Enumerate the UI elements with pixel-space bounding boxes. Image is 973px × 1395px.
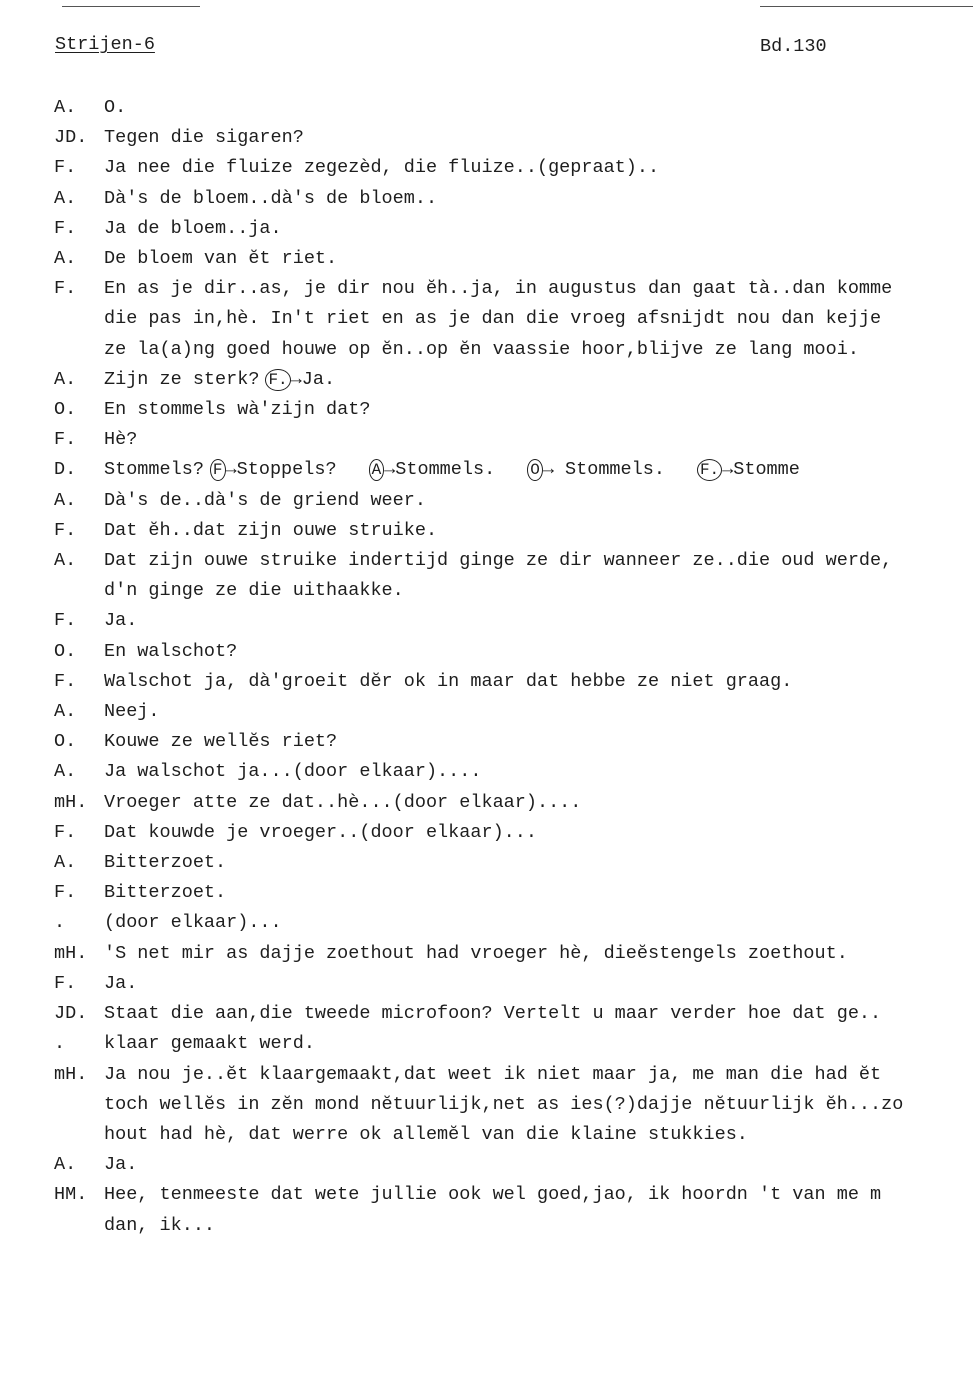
circled-speaker-mark: F. xyxy=(697,459,722,481)
speaker-label: A. xyxy=(54,368,77,390)
utterance-text: De bloem van ĕt riet. xyxy=(104,248,338,270)
utterance-text: d'n ginge ze die uithaakke. xyxy=(104,580,404,602)
document-location-label: Strijen-6 xyxy=(55,34,155,55)
speaker-label: HM. xyxy=(54,1184,88,1206)
speaker-label: F. xyxy=(54,670,77,692)
utterance-text: ze la(a)ng goed houwe op ĕn..op ĕn vaassie hoor,blijve ze lang mooi. xyxy=(104,338,859,360)
utterance-text: die pas in,hè. In't riet en as je dan die vroeg afsnijdt nou dan kejje xyxy=(104,308,882,330)
transcript-line xyxy=(54,93,969,123)
transcript-line xyxy=(54,1029,969,1059)
transcript-line xyxy=(54,908,969,938)
speaker-label xyxy=(54,1120,104,1150)
speaker-label: A. xyxy=(54,187,77,209)
utterance-text: dan, ik... xyxy=(104,1214,216,1236)
utterance-text: Bitterzoet. xyxy=(104,852,227,874)
utterance-text: Dà's de..dà's de griend weer. xyxy=(104,489,426,511)
speaker-label: . xyxy=(54,912,66,934)
transcript-line xyxy=(54,969,969,999)
speaker-label: F. xyxy=(54,157,77,179)
transcript-line xyxy=(54,1180,969,1210)
speaker-label: F. xyxy=(54,519,77,541)
circled-speaker-mark: F. xyxy=(265,369,290,391)
speaker-label: JD. xyxy=(54,1003,88,1025)
transcript-line xyxy=(54,304,969,334)
utterance-text: Ja. xyxy=(104,610,138,632)
utterance-text: Dà's de bloem..dà's de bloem.. xyxy=(104,187,438,209)
circled-speaker-mark: F xyxy=(210,459,226,481)
transcript-line xyxy=(54,1060,969,1090)
transcript-line xyxy=(54,214,969,244)
utterance-text: Dat ĕh..dat zijn ouwe struike. xyxy=(104,519,438,541)
speaker-label: O. xyxy=(54,731,77,753)
utterance-text: Staat die aan,die tweede microfoon? Vertelt u maar verder hoe dat ge.. xyxy=(104,1003,882,1025)
utterance-text: Dat zijn ouwe struike indertijd ginge ze dir wanneer ze..die oud werde, xyxy=(104,550,893,572)
document-page-reference: Bd.130 xyxy=(760,36,827,57)
speaker-label: A. xyxy=(54,550,77,572)
transcript-line xyxy=(54,516,969,546)
transcript-line xyxy=(54,365,969,395)
speaker-label xyxy=(54,304,104,334)
circled-speaker-mark: A xyxy=(369,459,385,481)
utterance-text: 'S net mir as dajje zoethout had vroeger hè, dieĕstengels zoethout. xyxy=(104,942,848,964)
transcript-line xyxy=(54,757,969,787)
transcript-line xyxy=(54,546,969,576)
transcript-line xyxy=(54,153,969,183)
transcript-line xyxy=(54,697,969,727)
top-rule-right xyxy=(760,6,973,7)
utterance-text: O. xyxy=(104,97,127,118)
utterance-text: Tegen die sigaren? xyxy=(104,127,304,149)
speaker-label: F. xyxy=(54,429,77,451)
transcript-line xyxy=(54,606,969,636)
interjection-text: →Stomme xyxy=(722,459,800,481)
transcript-line xyxy=(54,999,969,1029)
utterance-text: Hee, tenmeeste dat wete jullie ook wel goed,jao, ik hoordn 't van me m xyxy=(104,1184,882,1206)
utterance-text: Ja. xyxy=(104,972,138,994)
utterance-text: (door elkaar)... xyxy=(104,912,282,934)
transcript-line xyxy=(54,818,969,848)
utterance-text: Vroeger atte ze dat..hè...(door elkaar).... xyxy=(104,791,582,813)
speaker-label xyxy=(54,335,104,365)
utterance-text: Ja walschot ja...(door elkaar).... xyxy=(104,761,482,783)
utterance-text: toch wellĕs in zĕn mond nĕtuurlijk,net as ies(?)dajje nĕtuurlijk ĕh...zo xyxy=(104,1093,904,1115)
transcript-line xyxy=(54,184,969,214)
transcript-line xyxy=(54,395,969,425)
speaker-label: F. xyxy=(54,972,77,994)
speaker-label: mH. xyxy=(54,1063,88,1085)
speaker-label: mH. xyxy=(54,942,88,964)
transcript-line xyxy=(54,274,969,304)
speaker-label: D. xyxy=(54,459,77,481)
speaker-label: A. xyxy=(54,852,77,874)
utterance-text: Zijn ze sterk? xyxy=(104,368,260,390)
speaker-label: F. xyxy=(54,821,77,843)
speaker-label: F. xyxy=(54,217,77,239)
speaker-label: mH. xyxy=(54,791,88,813)
utterance-text: Hè? xyxy=(104,429,138,451)
interjection-text: → Stommels. xyxy=(542,459,665,481)
speaker-label xyxy=(54,1090,104,1120)
transcript-line xyxy=(54,486,969,516)
utterance-text: Ja. xyxy=(104,1154,138,1176)
transcript-line xyxy=(54,727,969,757)
speaker-label xyxy=(54,576,104,606)
speaker-label: F. xyxy=(54,882,77,904)
speaker-label: . xyxy=(54,1033,66,1055)
transcript-line xyxy=(54,123,969,153)
transcript-line xyxy=(54,637,969,667)
transcript-line xyxy=(54,244,969,274)
speaker-label xyxy=(54,1211,104,1241)
utterance-text: Bitterzoet. xyxy=(104,882,227,904)
utterance-text: En stommels wà'zijn dat? xyxy=(104,399,371,421)
transcript-line xyxy=(54,1120,969,1150)
utterance-text: Ja de bloem..ja. xyxy=(104,217,282,239)
utterance-text: Dat kouwde je vroeger..(door elkaar)... xyxy=(104,821,537,843)
transcript-line xyxy=(54,1211,969,1241)
transcript-line xyxy=(54,788,969,818)
utterance-text: Kouwe ze wellĕs riet? xyxy=(104,731,338,753)
transcript-line xyxy=(54,1150,969,1180)
speaker-label: O. xyxy=(54,640,77,662)
interjection-text: →Stommels. xyxy=(384,459,496,481)
circled-speaker-mark: O xyxy=(527,459,543,481)
speaker-label: JD. xyxy=(54,127,88,149)
utterance-text: klaar gemaakt werd. xyxy=(104,1033,315,1055)
utterance-text: Ja nee die fluize zegezèd, die fluize..(gepraat).. xyxy=(104,157,660,179)
speaker-label: O. xyxy=(54,399,77,421)
speaker-label: A. xyxy=(54,97,77,118)
speaker-label: F. xyxy=(54,610,77,632)
transcript-line xyxy=(54,878,969,908)
utterance-text: Neej. xyxy=(104,701,160,723)
utterance-text: hout had hè, dat werre ok allemĕl van die klaine stukkies. xyxy=(104,1123,748,1145)
transcript-line xyxy=(54,576,969,606)
transcript-line xyxy=(54,425,969,455)
transcript-line xyxy=(54,667,969,697)
transcript-line xyxy=(54,335,969,365)
utterance-text: En as je dir..as, je dir nou ĕh..ja, in augustus dan gaat tà..dan komme xyxy=(104,278,893,300)
speaker-label: A. xyxy=(54,761,77,783)
utterance-text: Walschot ja, dà'groeit dĕr ok in maar dat hebbe ze niet graag. xyxy=(104,670,793,692)
transcript-line xyxy=(54,939,969,969)
utterance-text: Ja nou je..ĕt klaargemaakt,dat weet ik niet maar ja, me man die had ĕt xyxy=(104,1063,882,1085)
interjection-text: →Ja. xyxy=(290,368,336,390)
transcript-line xyxy=(54,455,969,485)
speaker-label: F. xyxy=(54,278,77,300)
utterance-text: En walschot? xyxy=(104,640,238,662)
speaker-label: A. xyxy=(54,248,77,270)
speaker-label: A. xyxy=(54,701,77,723)
interjection-text: →Stoppels? xyxy=(225,459,337,481)
top-rule-left xyxy=(62,6,200,7)
utterance-text: Stommels? xyxy=(104,459,204,481)
transcript-line xyxy=(54,848,969,878)
speaker-label: A. xyxy=(54,1154,77,1176)
transcript-line xyxy=(54,1090,969,1120)
speaker-label: A. xyxy=(54,489,77,511)
transcript-body xyxy=(54,93,969,1241)
